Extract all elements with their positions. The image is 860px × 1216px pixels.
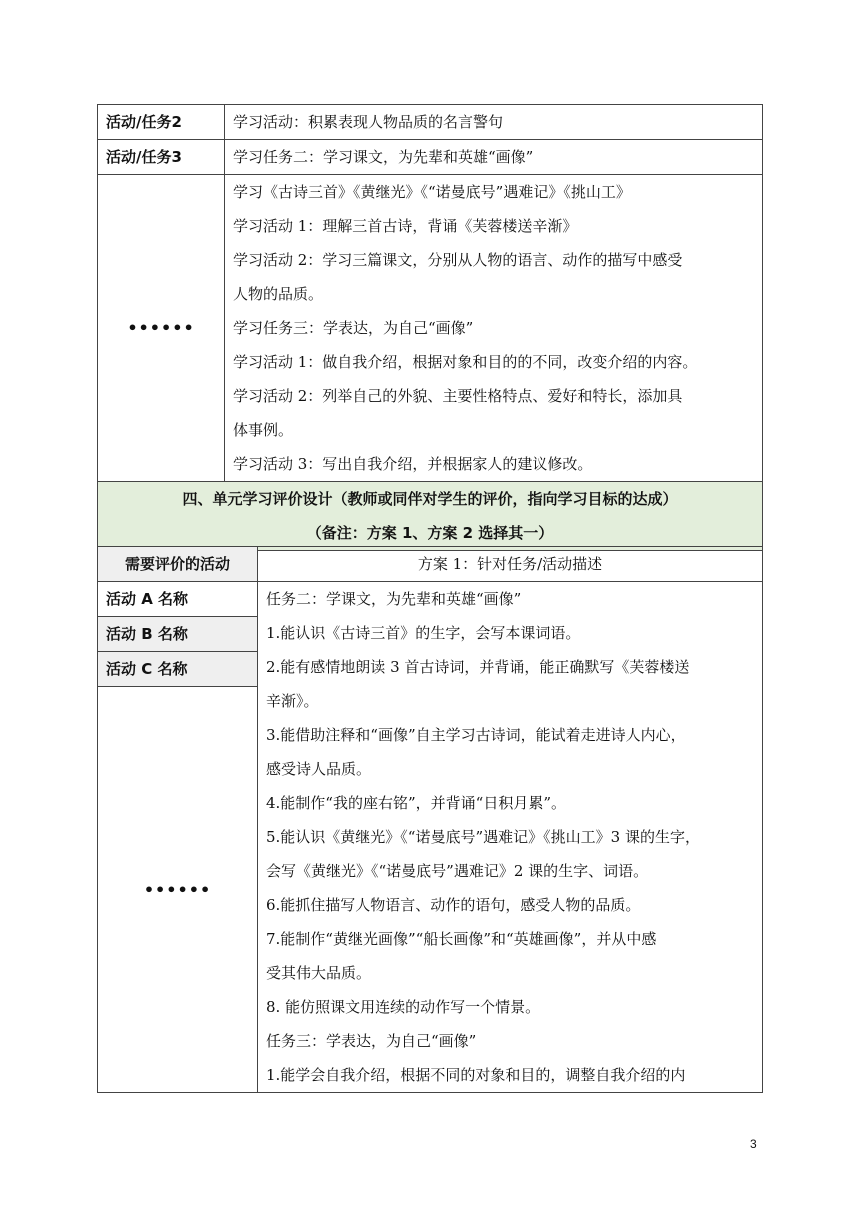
activity-a-label: 活动 A 名称 — [98, 582, 258, 617]
eval-line: 受其伟大品质。 — [266, 964, 372, 982]
ellipsis-label: •••••• — [98, 175, 225, 482]
detail-line: 人物的品质。 — [233, 285, 324, 303]
eval-line: 2.能有感情地朗读 3 首古诗词，并背诵，能正确默写《芙蓉楼送 — [266, 658, 690, 676]
eval-line: 5.能认识《黄继光》《“诺曼底号”遇难记》《挑山工》3 课的生字， — [266, 828, 700, 846]
detail-line: 学习《古诗三首》《黄继光》《“诺曼底号”遇难记》《挑山工》 — [233, 183, 631, 201]
eval-line: 辛渐》。 — [266, 692, 319, 710]
detail-line: 学习活动 1：理解三首古诗，背诵《芙蓉楼送辛渐》 — [233, 217, 578, 235]
detail-line: 学习活动 2：列举自己的外貌、主要性格特点、爱好和特长，添加具 — [233, 387, 683, 405]
eval-line: 7.能制作“黄继光画像”“船长画像”和“英雄画像”，并从中感 — [266, 930, 657, 948]
eval-line: 8. 能仿照课文用连续的动作写一个情景。 — [266, 998, 541, 1016]
activity-b-label: 活动 B 名称 — [98, 617, 258, 652]
header-activity: 需要评价的活动 — [98, 547, 258, 582]
evaluation-details — [258, 582, 763, 1093]
section-title: 四、单元学习评价设计（教师或同伴对学生的评价，指向学习目标的达成） — [182, 490, 678, 508]
activity-details — [225, 175, 763, 482]
eval-line: 会写《黄继光》《“诺曼底号”遇难记》2 课的生字、词语。 — [266, 862, 649, 880]
section-heading — [98, 482, 763, 551]
activity-table — [97, 104, 763, 551]
eval-line: 4.能制作“我的座右铭”，并背诵“日积月累”。 — [266, 794, 566, 812]
eval-line: 任务二：学课文，为先辈和英雄“画像” — [266, 590, 522, 608]
detail-line: 学习活动 2：学习三篇课文，分别从人物的语言、动作的描写中感受 — [233, 251, 683, 269]
detail-line: 学习任务三：学表达，为自己“画像” — [233, 319, 474, 337]
row-label: 活动/任务2 — [98, 105, 225, 140]
detail-line: 学习活动 3：写出自我介绍，并根据家人的建议修改。 — [233, 455, 593, 473]
header-plan: 方案 1：针对任务/活动描述 — [258, 547, 763, 582]
row-label: 活动/任务3 — [98, 140, 225, 175]
detail-line: 体事例。 — [233, 421, 294, 439]
ellipsis-label: •••••• — [98, 687, 258, 1093]
activity-c-label: 活动 C 名称 — [98, 652, 258, 687]
evaluation-table — [97, 546, 763, 1093]
eval-line: 1.能学会自我介绍，根据不同的对象和目的，调整自我介绍的内 — [266, 1066, 686, 1084]
detail-line: 学习活动 1：做自我介绍，根据对象和目的的不同，改变介绍的内容。 — [233, 353, 698, 371]
row-content: 学习任务二：学习课文，为先辈和英雄“画像” — [225, 140, 763, 175]
row-content: 学习活动：积累表现人物品质的名言警句 — [225, 105, 763, 140]
eval-line: 1.能认识《古诗三首》的生字，会写本课词语。 — [266, 624, 581, 642]
eval-line: 6.能抓住描写人物语言、动作的语句，感受人物的品质。 — [266, 896, 641, 914]
eval-line: 感受诗人品质。 — [266, 760, 372, 778]
page-number: 3 — [750, 1137, 757, 1151]
eval-line: 3.能借助注释和“画像”自主学习古诗词，能试着走进诗人内心， — [266, 726, 686, 744]
eval-line: 任务三：学表达，为自己“画像” — [266, 1032, 477, 1050]
section-note: （备注：方案 1、方案 2 选择其一） — [306, 524, 554, 542]
